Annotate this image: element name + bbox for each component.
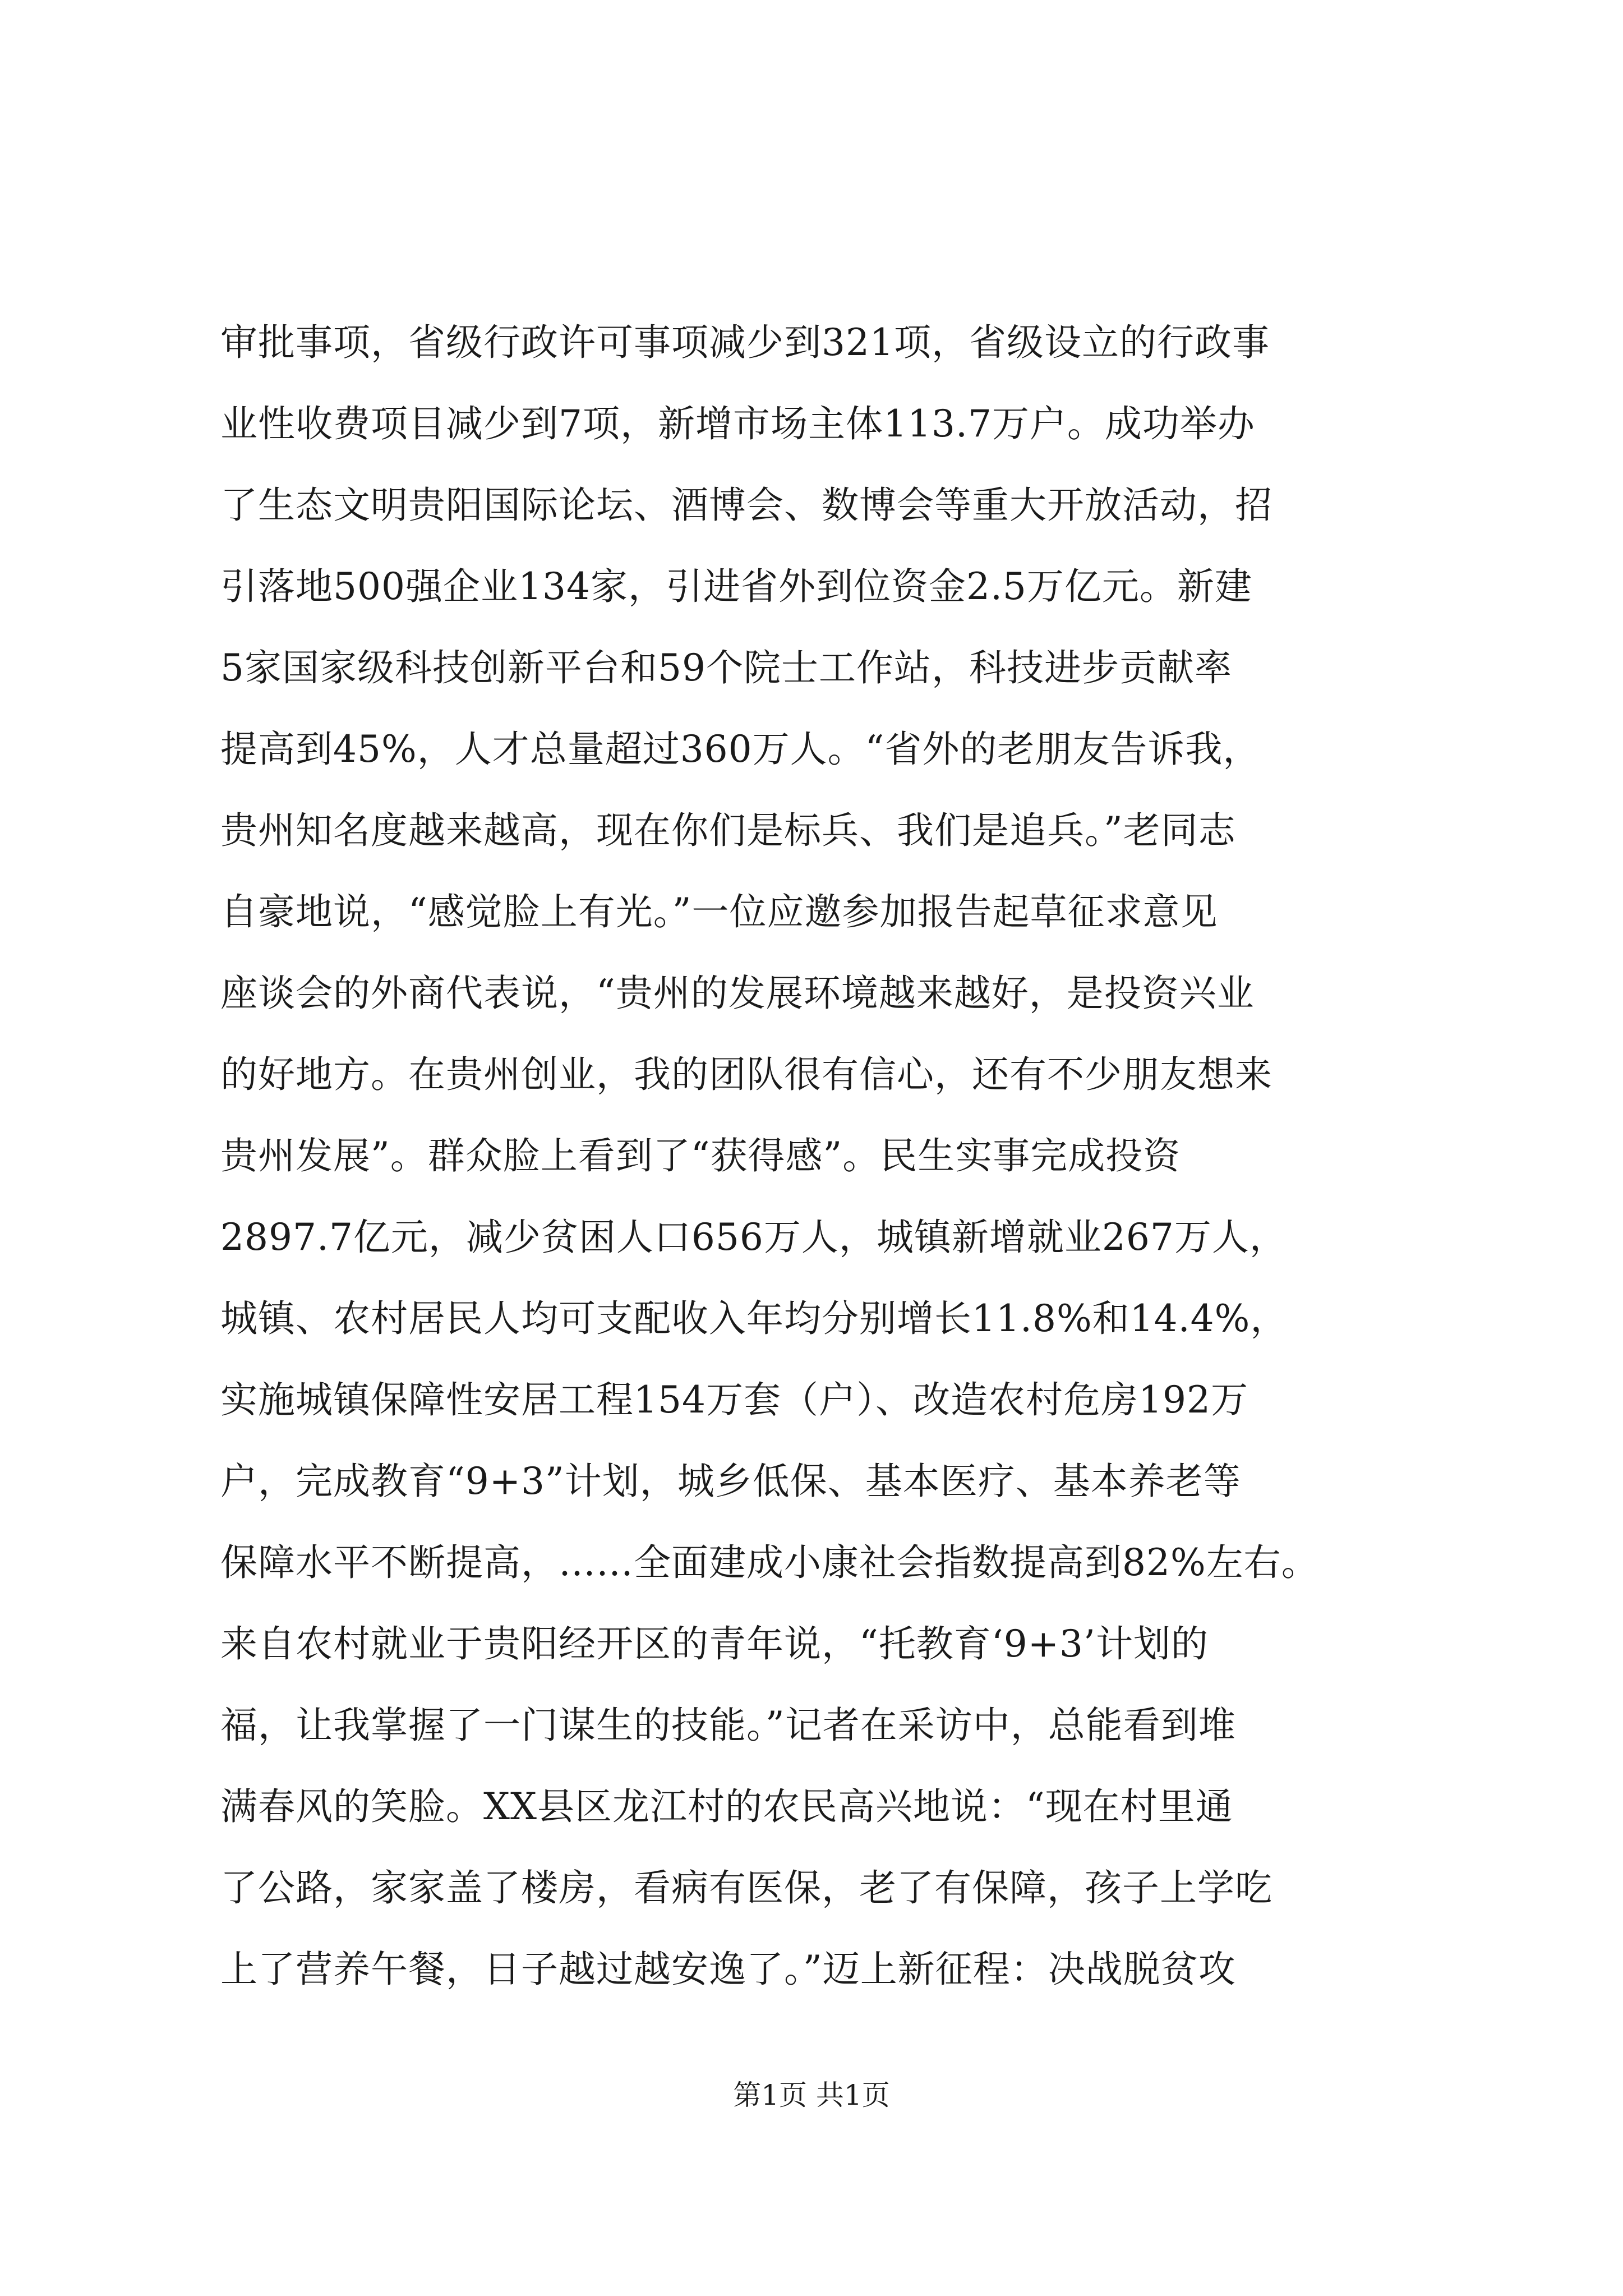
text-line: 的好地方。在贵州创业，我的团队很有信心，还有不少朋友想来 [220, 1053, 1272, 1096]
text-line: 贵州发展”。群众脸上看到了“获得感”。民生实事完成投资 [220, 1134, 1181, 1177]
page-footer [0, 2076, 1623, 2115]
text-line: 审批事项，省级行政许可事项减少到321项，省级设立的行政事 [220, 321, 1270, 364]
text-line: 提高到45%，人才总量超过360万人。“省外的老朋友告诉我， [220, 728, 1261, 771]
text-line: 引落地500强企业134家，引进省外到位资金2.5万亿元。新建 [220, 565, 1252, 608]
text-line: 满春风的笑脸。XX县区龙江村的农民高兴地说：“现在村里通 [220, 1785, 1233, 1828]
text-line: 座谈会的外商代表说，“贵州的发展环境越来越好，是投资兴业 [220, 972, 1255, 1015]
text-line: 自豪地说，“感觉脸上有光。”一位应邀参加报告起草征求意见 [220, 890, 1218, 933]
text-line: 上了营养午餐，日子越过越安逸了。”迈上新征程：决战脱贫攻 [220, 1948, 1236, 1991]
body-text [220, 302, 1426, 2010]
text-line: 贵州知名度越来越高，现在你们是标兵、我们是追兵。”老同志 [220, 809, 1236, 852]
text-line: 城镇、农村居民人均可支配收入年均分别增长11.8%和14.4%， [220, 1297, 1288, 1340]
text-line: 保障水平不断提高，……全面建成小康社会指数提高到82%左右。 [220, 1541, 1319, 1584]
text-line: 了公路，家家盖了楼房，看病有医保，老了有保障，孩子上学吃 [220, 1866, 1272, 1910]
text-line: 实施城镇保障性安居工程154万套（户）、改造农村危房192万 [220, 1378, 1248, 1421]
text-line: 了生态文明贵阳国际论坛、酒博会、数博会等重大开放活动，招 [220, 484, 1272, 527]
text-line: 2897.7亿元，减少贫困人口656万人，城镇新增就业267万人， [220, 1216, 1287, 1259]
text-line: 来自农村就业于贵阳经开区的青年说，“托教育‘9+3’计划的 [220, 1622, 1209, 1665]
text-line: 户，完成教育“9+3”计划，城乡低保、基本医疗、基本养老等 [220, 1460, 1241, 1503]
text-line: 福，让我掌握了一门谋生的技能。”记者在采访中，总能看到堆 [220, 1704, 1236, 1747]
page-number: 第1页 共1页 [733, 2079, 890, 2111]
text-line: 业性收费项目减少到7项，新增市场主体113.7万户。成功举办 [220, 402, 1255, 445]
text-line: 5家国家级科技创新平台和59个院士工作站，科技进步贡献率 [220, 646, 1232, 689]
